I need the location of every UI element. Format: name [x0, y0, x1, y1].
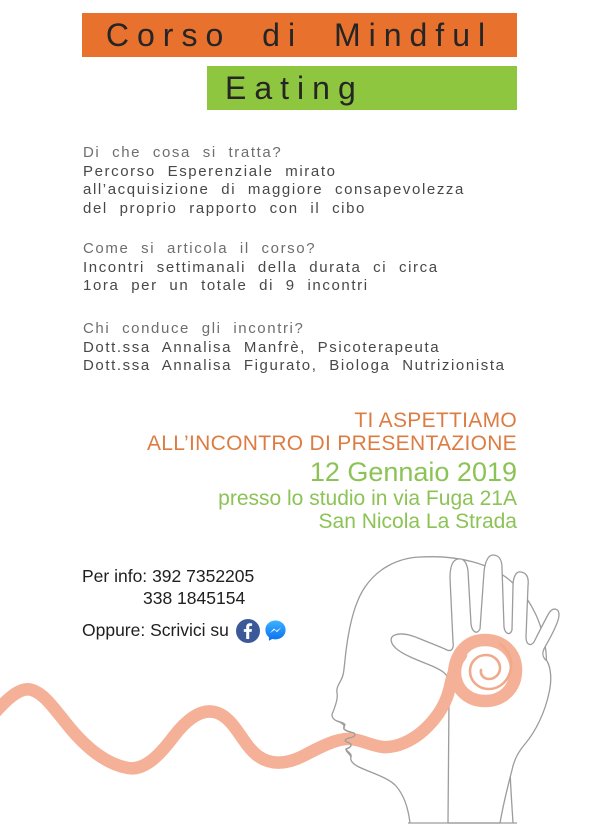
section-heading: Chi conduce gli incontri?	[83, 320, 305, 337]
announcement-line-1: TI ASPETTIAMO	[354, 409, 517, 432]
facebook-icon	[236, 619, 260, 643]
section-line: del proprio rapporto con il cibo	[83, 199, 366, 217]
contact-social-label: Oppure: Scrivici su	[82, 620, 229, 640]
contact-social-line	[82, 618, 288, 643]
section-line: Incontri settimanali della durata ci circa	[83, 258, 439, 276]
section-heading: Di che cosa si tratta?	[83, 144, 283, 161]
section-heading: Come si articola il corso?	[83, 240, 317, 257]
contact-info-label: Per info:	[82, 566, 148, 586]
contact-phone-2: 338 1845154	[143, 588, 246, 608]
title-line-1: Corso di Mindful	[105, 16, 494, 53]
event-city: San Nicola La Strada	[318, 510, 517, 533]
contact-phone-line-1	[82, 566, 254, 587]
contact-phone-1: 392 7352205	[152, 566, 255, 586]
announcement-line-2: ALL’INCONTRO DI PRESENTAZIONE	[146, 432, 517, 455]
event-date: 12 Gennaio 2019	[309, 457, 517, 487]
section-line: 1ora per un totale di 9 incontri	[83, 277, 369, 294]
title-line-2: Eating	[225, 69, 364, 106]
section-line: Dott.ssa Annalisa Figurato, Biologa Nutrizionista	[83, 357, 506, 374]
messenger-icon	[263, 618, 288, 643]
social-icons	[236, 618, 288, 643]
section-line: Percorso Esperenziale mirato	[83, 162, 337, 180]
section-line: Dott.ssa Annalisa Manfrè, Psicoterapeuta	[83, 338, 441, 356]
section-line: all’acquisizione di maggiore consapevolezza	[83, 181, 465, 198]
event-place: presso lo studio in via Fuga 21A	[218, 487, 517, 510]
